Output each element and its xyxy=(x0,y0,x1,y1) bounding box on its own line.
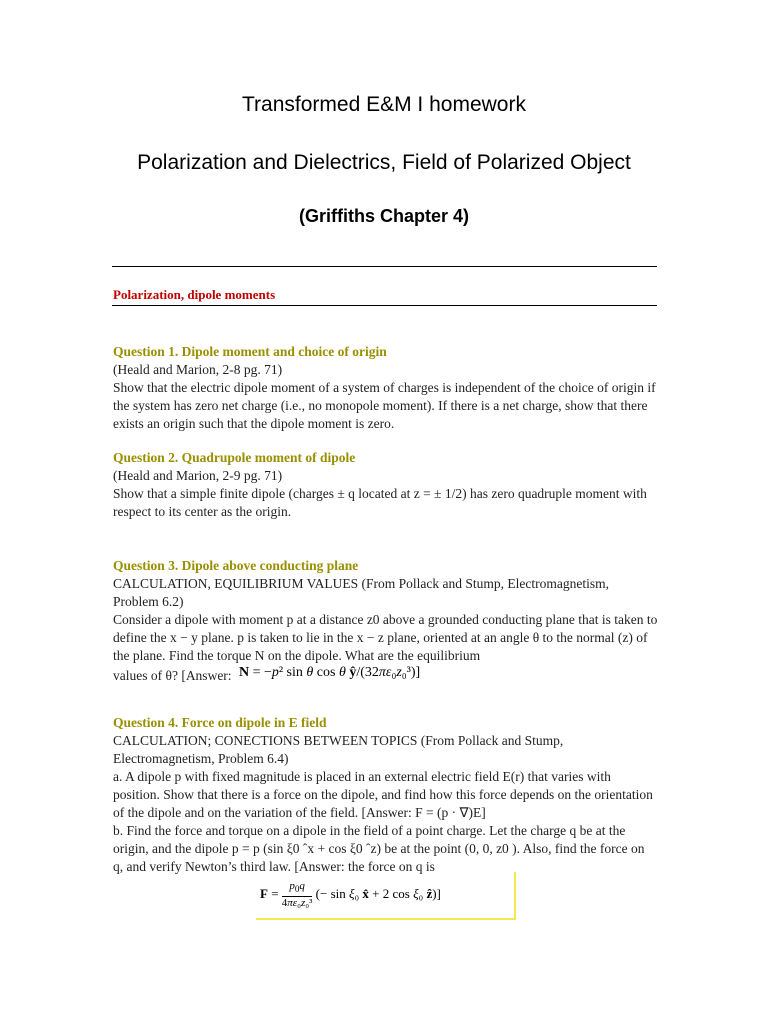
question-1-text: Show that the electric dipole moment of a system of charges is independent of the choice of origin if the system has zero net charge (i.e., no monopole moment). If there is a net charge, show that there exists an origin such that the dipole moment is zero. xyxy=(113,380,656,431)
document-subtitle: Polarization and Dielectrics, Field of Polarized Object xyxy=(137,151,631,174)
section-title: Polarization, dipole moments xyxy=(113,287,276,302)
question-3-source: CALCULATION, EQUILIBRIUM VALUES (From Pollack and Stump, Electromagnetism, Problem 6.2) xyxy=(113,576,609,609)
answer-highlight-box xyxy=(256,872,516,920)
section-divider xyxy=(112,305,657,306)
question-4-part-a: a. A dipole p with fixed magnitude is placed in an external electric field E(r) that varies with position. Show that there is a force on the dipole, and find how this force depends on the orientation of the dipole and on the variation of the field. [Answer: F = (p · ∇)E] xyxy=(113,769,653,820)
question-4-heading: Question 4. Force on dipole in E field xyxy=(113,715,327,730)
question-3-answer-equation: N = −p² sin θ cos θ ŷ/(32πε₀z₀³)] xyxy=(238,665,421,680)
question-4-source: CALCULATION; CONECTIONS BETWEEN TOPICS (From Pollack and Stump, Electromagnetism, Problem 6.4) xyxy=(113,733,564,766)
question-2 xyxy=(113,449,658,521)
question-2-source: (Heald and Marion, 2-9 pg. 71) xyxy=(113,468,283,483)
question-2-heading: Question 2. Quadrupole moment of dipole xyxy=(113,450,356,465)
question-4-part-b: b. Find the force and torque on a dipole in the field of a point charge. Let the charge q be at the origin, and the dipole p = p (sin ξ0 ˆx + cos ξ0 ˆz) be at the point (0, 0, z0 ). Also, find the force on q, and verify Newton’s third law. [Answer: the force on q is xyxy=(113,823,645,874)
question-3-answer-label: values of θ? [Answer: xyxy=(113,668,232,683)
question-4 xyxy=(113,714,658,876)
document-title: Transformed E&M I homework xyxy=(242,93,526,116)
top-divider xyxy=(112,266,657,267)
question-1-source: (Heald and Marion, 2-8 pg. 71) xyxy=(113,362,283,377)
question-4-answer-equation: F = $\frac{p_0q}{\text{4πε₀z₀³}}$ (− sin ξ₀ x̂ + 2 cos ξ₀ ẑ)] xyxy=(260,880,441,910)
question-1 xyxy=(113,343,658,433)
question-2-text: Show that a simple finite dipole (charges ± q located at z = ± 1/2) has zero quadruple moment with respect to its center as the origin. xyxy=(113,486,647,519)
question-3-heading: Question 3. Dipole above conducting plane xyxy=(113,558,359,573)
question-3-text: Consider a dipole with moment p at a distance z0 above a grounded conducting plane that is taken to define the x − y plane. p is taken to lie in the x − z plane, oriented at an angle θ to the normal (z) of the plane. Find the torque N on the dipole. What are the equilibrium xyxy=(113,612,658,663)
chapter-reference: (Griffiths Chapter 4) xyxy=(298,206,469,226)
question-3-answer-line xyxy=(113,667,658,692)
question-3 xyxy=(113,557,658,692)
question-1-heading: Question 1. Dipole moment and choice of origin xyxy=(113,344,387,359)
